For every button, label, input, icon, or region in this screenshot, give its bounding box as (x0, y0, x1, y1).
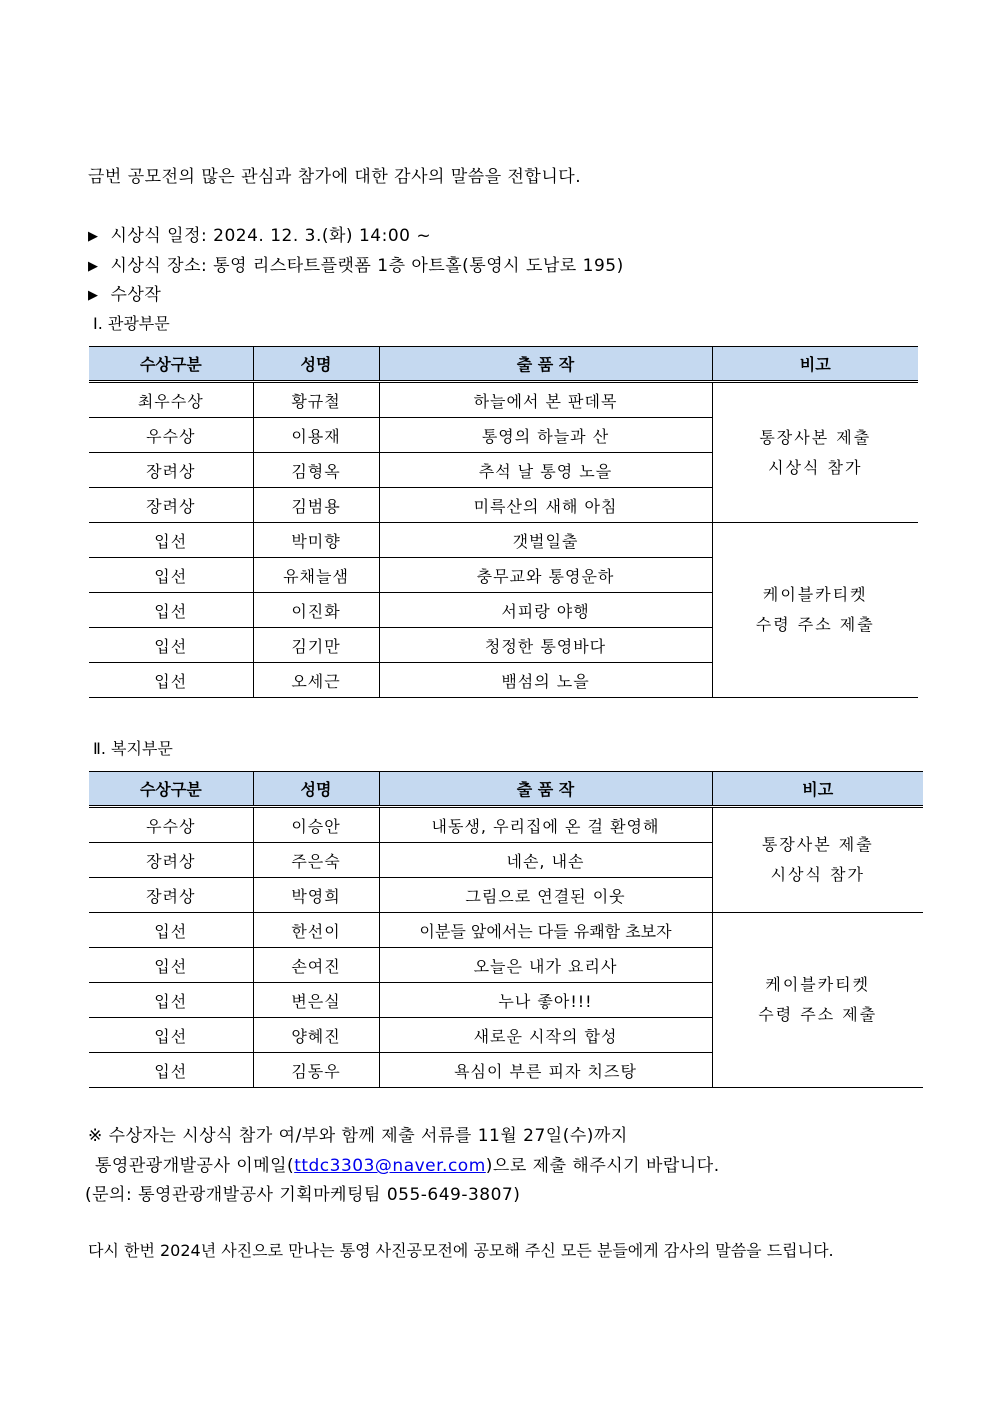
note-line: 통장사본 제출 (761, 835, 874, 854)
work-cell: 오늘은 내가 요리사 (379, 948, 712, 983)
award-cell: 입선 (89, 948, 253, 983)
name-cell: 양혜진 (253, 1018, 379, 1053)
note-cell-prize (712, 807, 923, 913)
intro-text: 금번 공모전의 많은 관심과 참가에 대한 감사의 말씀을 전합니다. (88, 167, 582, 187)
name-cell: 김범용 (253, 488, 379, 523)
notice-line-1: ※ 수상자는 시상식 참가 여/부와 함께 제출 서류를 11월 27일(수)까지 (88, 1126, 628, 1146)
header-note: 비고 (712, 347, 918, 382)
name-cell: 박영희 (253, 878, 379, 913)
award-cell: 입선 (89, 558, 253, 593)
note-line: 시상식 참가 (770, 865, 865, 884)
work-cell: 미륵산의 새해 아침 (379, 488, 712, 523)
note-cell-ticket (712, 913, 923, 1088)
name-cell: 김형옥 (253, 453, 379, 488)
award-cell: 입선 (89, 523, 253, 558)
work-cell: 이분들 앞에서는 다들 유쾌함 초보자 (379, 913, 712, 948)
header-name: 성명 (253, 772, 379, 807)
note-line: 케이블카티켓 (765, 975, 871, 994)
section-title-tourism: Ⅰ. 관광부문 (93, 314, 170, 333)
note-line: 수령 주소 제출 (755, 615, 875, 634)
header-note: 비고 (712, 772, 923, 807)
note-line: 통장사본 제출 (759, 427, 872, 447)
work-cell: 그림으로 연결된 이웃 (379, 878, 712, 913)
award-cell: 입선 (89, 983, 253, 1018)
note-cell-prize (712, 382, 918, 523)
work-cell: 추석 날 통영 노을 (379, 453, 712, 488)
note-line: 수령 주소 제출 (758, 1005, 878, 1024)
work-cell: 네손, 내손 (379, 843, 712, 878)
table-row (89, 523, 918, 558)
table-header-row (89, 347, 918, 382)
name-cell: 김동우 (253, 1053, 379, 1088)
name-cell: 유채늘샘 (253, 558, 379, 593)
section-title-welfare: Ⅱ. 복지부문 (93, 739, 173, 758)
award-cell: 입선 (89, 593, 253, 628)
award-cell: 장려상 (89, 453, 253, 488)
closing-text: 다시 한번 2024년 사진으로 만나는 통영 사진공모전에 공모해 주신 모든 분들에게 감사의 말씀을 드립니다. (88, 1241, 834, 1260)
work-cell: 누나 좋아!!! (379, 983, 712, 1018)
name-cell: 김기만 (253, 628, 379, 663)
award-cell: 장려상 (89, 843, 253, 878)
name-cell: 이진화 (253, 593, 379, 628)
name-cell: 한선이 (253, 913, 379, 948)
header-award: 수상구분 (89, 347, 253, 382)
email-link[interactable]: ttdc3303@naver.com (294, 1156, 486, 1176)
table-row (89, 807, 923, 843)
name-cell: 박미향 (253, 523, 379, 558)
work-cell: 통영의 하늘과 산 (379, 418, 712, 453)
ceremony-venue: ▶ 시상식 장소: 통영 리스타트플랫폼 1층 아트홀(통영시 도남로 195) (88, 251, 624, 276)
winners-heading: ▶ 수상작 (88, 280, 161, 305)
contact-info: (문의: 통영관광개발공사 기획마케팅팀 055-649-3807) (85, 1185, 521, 1205)
work-cell: 하늘에서 본 판데목 (379, 382, 712, 418)
header-name: 성명 (253, 347, 379, 382)
name-cell: 이승안 (253, 807, 379, 843)
work-cell: 서피랑 야행 (379, 593, 712, 628)
name-cell: 이용재 (253, 418, 379, 453)
award-cell: 우수상 (89, 418, 253, 453)
award-cell: 입선 (89, 1053, 253, 1088)
work-cell: 청정한 통영바다 (379, 628, 712, 663)
award-cell: 입선 (89, 628, 253, 663)
name-cell: 오세근 (253, 663, 379, 698)
work-cell: 뱀섬의 노을 (379, 663, 712, 698)
header-work: 출 품 작 (379, 772, 712, 807)
award-cell: 우수상 (89, 807, 253, 843)
table-row (89, 382, 918, 418)
table-header-row (89, 772, 923, 807)
header-work: 출 품 작 (379, 347, 712, 382)
work-cell: 내동생, 우리집에 온 걸 환영해 (379, 807, 712, 843)
award-cell: 최우수상 (89, 382, 253, 418)
name-cell: 주은숙 (253, 843, 379, 878)
notice-text-post: )으로 제출 해주시기 바랍니다. (485, 1156, 720, 1176)
note-cell-ticket (712, 523, 918, 698)
award-cell: 입선 (89, 1018, 253, 1053)
tourism-awards-table (89, 346, 918, 698)
name-cell: 황규철 (253, 382, 379, 418)
name-cell: 변은실 (253, 983, 379, 1018)
note-line: 케이블카티켓 (762, 585, 868, 604)
table-row (89, 913, 923, 948)
award-cell: 장려상 (89, 878, 253, 913)
name-cell: 손여진 (253, 948, 379, 983)
work-cell: 욕심이 부른 피자 치즈탕 (379, 1053, 712, 1088)
award-cell: 장려상 (89, 488, 253, 523)
work-cell: 갯벌일출 (379, 523, 712, 558)
work-cell: 충무교와 통영운하 (379, 558, 712, 593)
award-cell: 입선 (89, 663, 253, 698)
ceremony-schedule: ▶ 시상식 일정: 2024. 12. 3.(화) 14:00 ~ (88, 221, 431, 246)
note-line: 시상식 참가 (768, 457, 863, 477)
notice-text-pre: 통영관광개발공사 이메일( (95, 1156, 295, 1176)
notice-line-2 (95, 1151, 720, 1176)
welfare-awards-table (89, 771, 923, 1088)
header-award: 수상구분 (89, 772, 253, 807)
award-cell: 입선 (89, 913, 253, 948)
work-cell: 새로운 시작의 합성 (379, 1018, 712, 1053)
